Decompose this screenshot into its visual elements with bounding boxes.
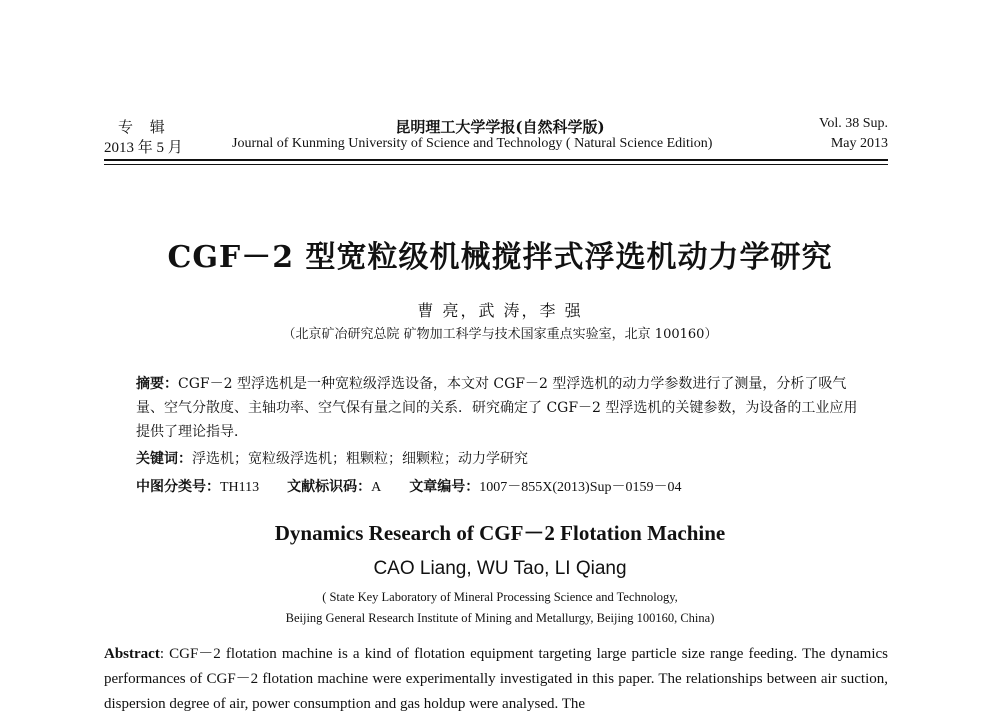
clc-label: 中图分类号： (136, 479, 220, 495)
paper-title-en: Dynamics Research of CGF－2 Flotation Machine (274, 521, 726, 545)
abstract-en (104, 642, 888, 717)
clc-value: TH113 (220, 480, 260, 495)
authors-en: CAO Liang, WU Tao, LI Qiang (373, 558, 627, 579)
abstract-cn-text: CGF－2 型浮选机是一种宽粒级浮选设备，本文对 CGF－2 型浮选机的动力学参数进行了测量，分析了吸气量、空气分散度、主轴功率、空气保有量之间的关系．研究确定了 CGF－2 型浮选机的关键参数，为设备的工业应用提供了理论指导． (136, 376, 858, 440)
issue-label: 专 辑 (118, 118, 171, 136)
doc-code-value: A (371, 480, 382, 495)
journal-title-en: Journal of Kunming University of Science and Technology ( Natural Science Edition) (232, 136, 713, 151)
classification-line (136, 476, 682, 496)
affiliation-en-line2: Beijing General Research Institute of Mining and Metallurgy, Beijing 100160, China) (285, 611, 715, 625)
article-id-value: 1007－855X(2013)Sup－0159－04 (479, 480, 682, 495)
header-rule-thin (104, 164, 888, 165)
doc-code-label: 文献标识码： (287, 479, 372, 495)
journal-title-cn: 昆明理工大学学报(自然科学版) (395, 118, 605, 136)
paper-title-cn: CGF－2 型宽粒级机械搅拌式浮选机动力学研究 (167, 240, 833, 275)
issue-date: 2013 年 5 月 (104, 140, 183, 156)
authors-cn: 曹 亮，武 涛，李 强 (417, 301, 583, 320)
abstract-en-label: Abstract (104, 646, 160, 662)
header-rule-thick (104, 159, 888, 161)
keywords-cn (136, 448, 866, 468)
affiliation-en-line1: ( State Key Laboratory of Mineral Processing Science and Technology, (322, 590, 678, 604)
volume-label: Vol. 38 Sup. (819, 116, 888, 131)
publication-date: May 2013 (830, 136, 888, 151)
abstract-en-text: : CGF－2 flotation machine is a kind of flotation equipment targeting large particle size range feeding. The dynamics performances of CGF－2 flotation machine were experimentally investigated in this paper. The relationships between air suction, dispersion degree of air, power consumption and gas holdup were analysed. The (104, 646, 888, 712)
keywords-cn-label: 关键词： (136, 451, 192, 467)
affiliation-cn: （北京矿冶研究总院 矿物加工科学与技术国家重点实验室，北京 100160） (282, 327, 718, 342)
keywords-cn-text: 浮选机；宽粒级浮选机；粗颗粒；细颗粒；动力学研究 (192, 451, 528, 467)
article-id-label: 文章编号： (409, 479, 480, 495)
abstract-cn (136, 372, 866, 444)
abstract-cn-label: 摘要： (136, 376, 178, 392)
